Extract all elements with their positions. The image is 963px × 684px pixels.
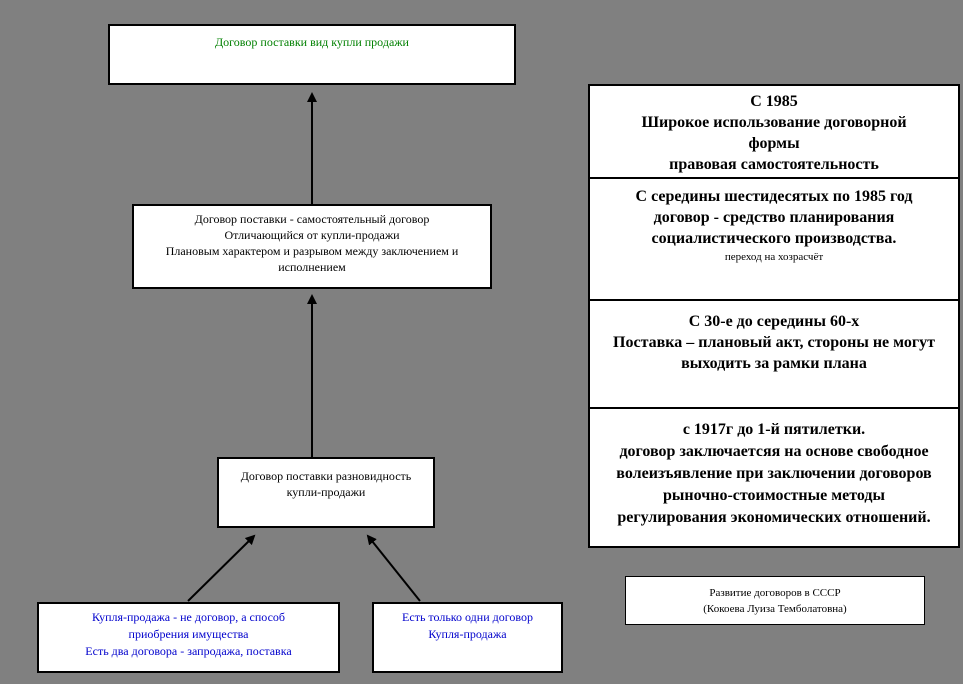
section-text-line: С 30-е до середины 60-х xyxy=(688,313,860,330)
arrow-bottomleft-to-lower-icon xyxy=(188,536,254,601)
box-text-line: Купля-продажа - не договор, а способ xyxy=(91,610,285,624)
box-text-line: (Кокоева Луиза Темболатовна) xyxy=(703,603,847,615)
box-title-credit xyxy=(625,576,925,625)
box-supply-contract-kind xyxy=(108,24,516,85)
section-text-line: договор заключаетсяя на основе свободное xyxy=(619,443,929,460)
box-text-line: Договор поставки разновидность xyxy=(240,469,412,483)
box-text-line: Отличающийся от купли-продажи xyxy=(224,228,400,242)
section-note: переход на хозрасчёт xyxy=(724,251,824,263)
arrow-bottommid-to-lower-icon xyxy=(368,536,420,601)
timeline-section-sixties-1985 xyxy=(590,177,958,299)
box-text-line: Договор поставки - самостоятельный договор xyxy=(194,212,430,226)
section-text-line: рыночно-стоимостные методы xyxy=(663,487,885,504)
box-text-line: Развитие договоров в СССР xyxy=(709,587,841,599)
box-text-line: Плановым характером и разрывом между заключением и xyxy=(165,244,459,258)
section-text-line: социалистического производства. xyxy=(651,230,897,247)
timeline-panel xyxy=(588,84,960,548)
box-text-line: купли-продажи xyxy=(286,485,366,499)
box-only-one-contract xyxy=(372,602,563,673)
section-text-line: формы xyxy=(748,135,800,152)
section-text-line: волеизъявление при заключении договоров xyxy=(616,465,932,482)
box-text-line: Купля-продажа xyxy=(428,627,507,641)
section-text-line: С 1985 xyxy=(750,93,798,110)
section-text-line: правовая самостоятельность xyxy=(669,156,879,173)
box-variety-contract xyxy=(217,457,435,528)
box-text-line: исполнением xyxy=(278,260,346,274)
section-text-line: регулирования экономических отношений. xyxy=(617,509,931,526)
section-text-line: с 1917г до 1-й пятилетки. xyxy=(682,421,866,438)
box-text-line: приобрения имущества xyxy=(128,627,249,641)
box-not-a-contract xyxy=(37,602,340,673)
timeline-section-30s-60s xyxy=(590,299,958,407)
box-independent-contract xyxy=(132,204,492,289)
section-text-line: выходить за рамки плана xyxy=(681,355,867,372)
box-text-line: Договор поставки вид купли продажи xyxy=(215,35,409,49)
section-text-line: Поставка – плановый акт, стороны не могут xyxy=(613,334,935,351)
box-text-line: Есть два договора - запродажа, поставка xyxy=(85,644,292,658)
section-text-line: С середины шестидесятых по 1985 год xyxy=(635,188,913,205)
section-text-line: Широкое использование договорной xyxy=(641,114,907,131)
box-text-line: Есть только одни договор xyxy=(402,610,533,624)
timeline-section-1917 xyxy=(590,407,958,546)
section-text-line: договор - средство планирования xyxy=(653,209,895,226)
timeline-section-1985 xyxy=(590,86,958,177)
